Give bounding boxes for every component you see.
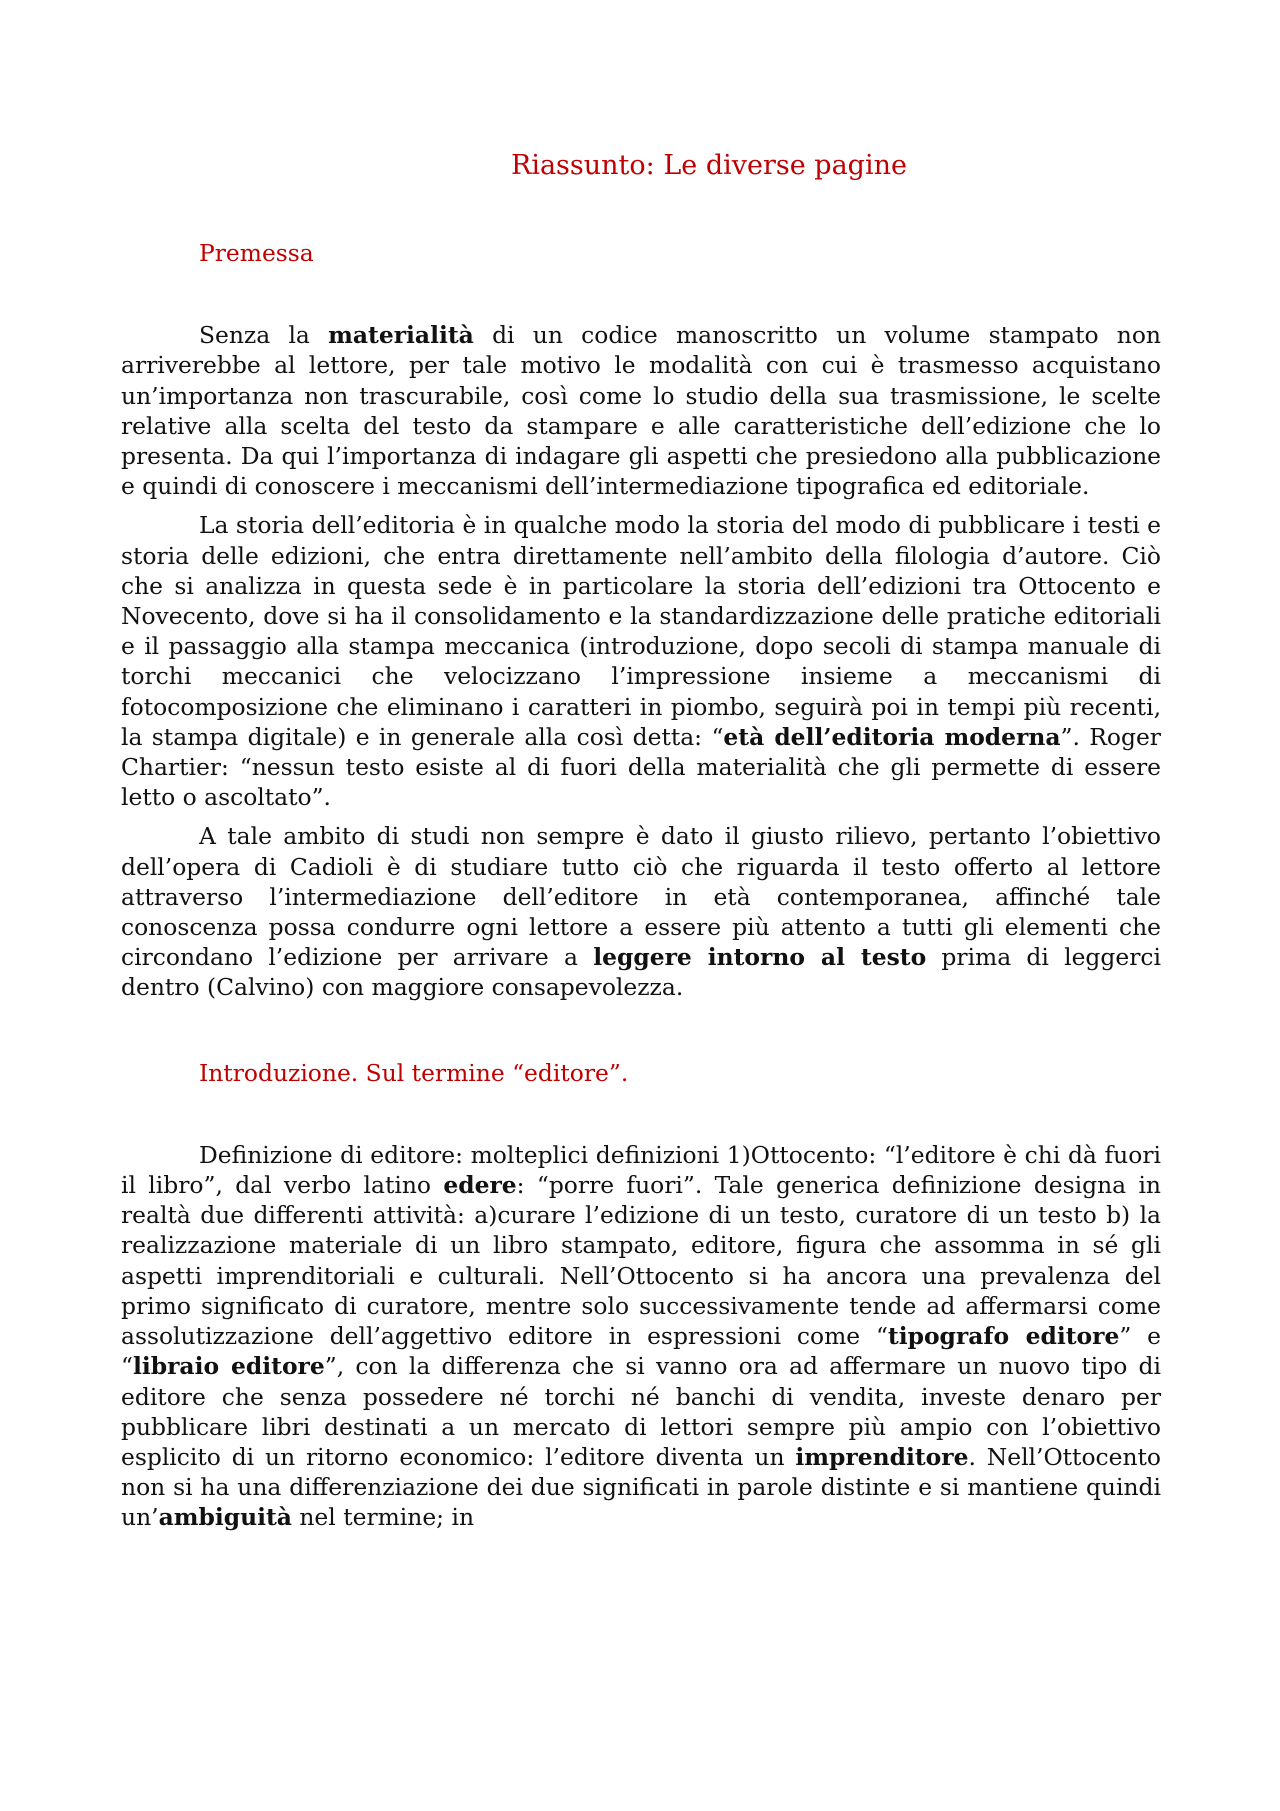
section-heading-introduzione: Introduzione. Sul termine “editore”. — [199, 1058, 629, 1087]
paragraph: Definizione di editore: molteplici definizioni 1)Ottocento: “l’editore è chi dà fuori il libro”, dal verbo latino edere: “porre fuori”. Tale generica definizione designa in realtà due differenti attività: a)curare l’edizione di un testo, curatore di un testo b) la realizzazione materiale di un libro stampato, editore, figura che assomma in sé gli aspetti imprenditoriali e culturali. Nell’Ottocento si ha ancora una prevalenza del primo significato di curatore, mentre solo successivamente tende ad affermarsi come assolutizzazione dell’aggettivo editore in espressioni come “tipografo editore” e “libraio editore”, con la differenza che si vanno ora ad affermare un nuovo tipo di editore che senza possedere né torchi né banchi di vendita, investe denaro per pubblicare libri destinati a un mercato di lettori sempre più ampio con l’obiettivo esplicito di un ritorno economico: l’editore diventa un imprenditore. Nell’Ottocento non si ha una differenziazione dei due significati in parole distinte e si mantiene quindi un’ambiguità nel termine; in — [121, 1140, 1162, 1532]
bold-term: imprenditore — [795, 1442, 969, 1471]
bold-term: età dell’editoria moderna — [723, 722, 1061, 751]
document-title: Riassunto: Le diverse pagine — [511, 150, 907, 181]
paragraph: Senza la materialità di un codice manoscritto un volume stampato non arriverebbe al lettore, per tale motivo le modalità con cui è trasmesso acquistano un’importanza non trascurabile, così come lo studio della sua trasmissione, le scelte relative alla scelta del testo da stampare e alle caratteristiche dell’edizione che lo presenta. Da qui l’importanza di indagare gli aspetti che presiedono alla pubblicazione e quindi di conoscere i meccanismi dell’intermediazione tipografica ed editoriale. — [121, 321, 1162, 501]
bold-term: edere — [443, 1171, 517, 1200]
bold-term: tipografo editore — [887, 1322, 1120, 1351]
bold-term: leggere intorno al testo — [593, 943, 927, 972]
section-heading-premessa: Premessa — [199, 239, 314, 267]
bold-term: libraio editore — [132, 1352, 325, 1381]
paragraph: A tale ambito di studi non sempre è dato il giusto rilievo, pertanto l’obiettivo dell’opera di Cadioli è di studiare tutto ciò che riguarda il testo offerto al lettore attraverso l’intermediazione dell’editore in età contemporanea, affinché tale conoscenza possa condurre ogni lettore a essere più attento a tutti gli elementi che circondano l’edizione per arrivare a leggere intorno al testo prima di leggerci dentro (Calvino) con maggiore consapevolezza. — [121, 822, 1161, 1002]
bold-term: materialità — [328, 321, 474, 350]
bold-term: ambiguità — [158, 1503, 292, 1532]
document-body — [121, 238, 1161, 1542]
paragraph: La storia dell’editoria è in qualche modo la storia del modo di pubblicare i testi e storia delle edizioni, che entra direttamente nell’ambito della filologia d’autore. Ciò che si analizza in questa sede è in particolare la storia dell’edizioni tra Ottocento e Novecento, dove si ha il consolidamento e la standardizzazione delle pratiche editoriali e il passaggio alla stampa meccanica (introduzione, dopo secoli di stampa manuale di torchi meccanici che velocizzano l’impressione insieme a meccanismi di fotocomposizione che eliminano i caratteri in piombo, seguirà poi in tempi più recenti, la stampa digitale) e in generale alla così detta: “età dell’editoria moderna”. Roger Chartier: “nessun testo esiste al di fuori della materialità che gli permette di essere letto o ascoltato”. — [121, 511, 1161, 812]
